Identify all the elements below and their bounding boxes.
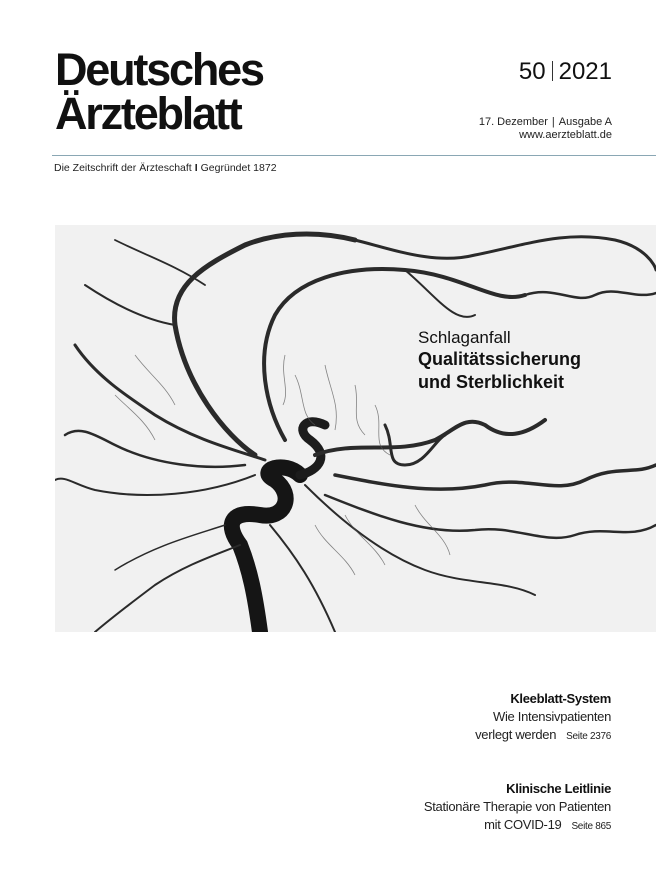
website-url: www.aerzteblatt.de — [519, 129, 612, 141]
teaser-line: verlegt werden — [475, 727, 557, 742]
masthead-line-2: Ärzteblatt — [55, 88, 241, 139]
teaser-title: Klinische Leitlinie — [506, 781, 611, 796]
angiography-image — [55, 225, 656, 632]
teaser-kleeblatt — [475, 690, 611, 746]
tagline-right: Gegründet 1872 — [200, 162, 277, 174]
tagline: Die Zeitschrift der Ärzteschaft I Gegründet 1872 — [54, 162, 277, 174]
tagline-left: Die Zeitschrift der Ärzteschaft — [54, 162, 192, 174]
teaser-page: Seite 2376 — [566, 731, 611, 742]
issue-date: 17. Dezember — [478, 116, 548, 128]
issue-year: 2021 — [558, 58, 612, 85]
teaser-leitlinie — [424, 780, 611, 836]
cover-title-line-1: Qualitätssicherung — [418, 349, 582, 369]
teaser-title: Kleeblatt-System — [510, 691, 611, 706]
issue-edition: Ausgabe A — [558, 116, 612, 128]
masthead-logo — [55, 44, 263, 139]
teaser-page: Seite 865 — [571, 821, 611, 832]
teaser-line: mit COVID-19 — [484, 817, 562, 832]
header-rule — [52, 155, 656, 156]
issue-number — [519, 58, 612, 86]
cover-kicker: Schlaganfall — [418, 328, 511, 347]
teaser-line: Stationäre Therapie von Patienten — [423, 799, 611, 814]
issue-divider — [552, 61, 553, 81]
dateline: 17. Dezember | Ausgabe A www.aerzteblatt.de — [478, 116, 612, 141]
issue-no: 50 — [518, 58, 546, 85]
cerebral-angiogram-illustration — [55, 225, 656, 632]
teaser-line: Wie Intensivpatienten — [493, 709, 611, 724]
masthead-line-1: Deutsches — [55, 44, 263, 95]
cover-title-line-2: und Sterblichkeit — [418, 372, 565, 392]
cover-headline — [418, 327, 581, 394]
